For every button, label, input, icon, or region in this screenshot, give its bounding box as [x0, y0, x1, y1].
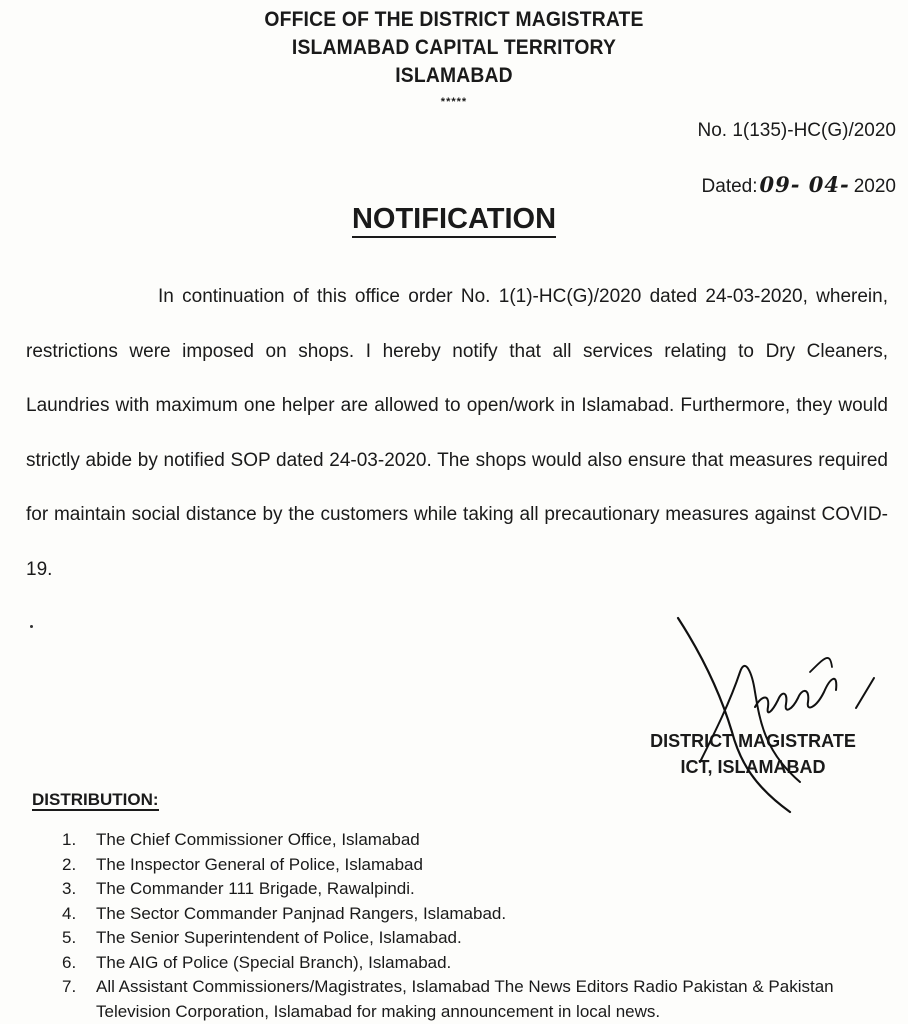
distribution-item-text: The Senior Superintendent of Police, Islamabad.	[96, 928, 462, 947]
dated-line	[702, 172, 896, 198]
distribution-item-number: 4.	[62, 903, 77, 923]
stray-mark	[30, 625, 33, 628]
distribution-item-number: 1.	[62, 830, 77, 849]
distribution-title-text: DISTRIBUTION:	[32, 790, 159, 809]
dated-label: Dated:	[701, 176, 758, 197]
distribution-item-number: 2.	[62, 854, 77, 874]
distribution-item	[62, 877, 892, 902]
distribution-item-number: 6.	[62, 952, 77, 972]
handwritten-signature	[660, 612, 890, 822]
office-header-line-2: ISLAMABAD CAPITAL TERRITORY	[291, 36, 617, 59]
distribution-title	[32, 790, 159, 810]
distribution-list	[62, 828, 892, 1024]
distribution-item-text: The Chief Commissioner Office, Islamabad	[96, 830, 420, 849]
distribution-item-text: The Sector Commander Panjnad Rangers, Islamabad.	[96, 903, 507, 923]
distribution-item-number: 5.	[62, 928, 77, 947]
notification-title-text: NOTIFICATION	[352, 203, 556, 238]
distribution-item-text: The AIG of Police (Special Branch), Islamabad.	[96, 952, 452, 972]
signatory-office: ICT, ISLAMABAD	[680, 757, 826, 777]
signatory-title: DISTRICT MAGISTRATE	[650, 731, 856, 751]
dated-handwritten-day-month: 09- 04-	[759, 172, 850, 197]
distribution-item	[62, 853, 892, 878]
distribution-item-number: 3.	[62, 879, 77, 898]
distribution-item-number: 7.	[62, 977, 77, 996]
distribution-item	[62, 975, 892, 1024]
distribution-item-text: The Inspector General of Police, Islamabad	[96, 854, 423, 874]
office-header-line-1: OFFICE OF THE DISTRICT MAGISTRATE	[264, 8, 644, 31]
distribution-item	[62, 902, 892, 927]
notification-title	[0, 203, 908, 236]
header-stars: *****	[440, 96, 468, 108]
distribution-item	[62, 926, 892, 951]
dated-year: 2020	[853, 176, 896, 197]
distribution-item-text: The Commander 111 Brigade, Rawalpindi.	[96, 879, 415, 898]
distribution-item	[62, 828, 892, 853]
notification-body: In continuation of this office order No. 1(1)-HC(G)/2020 dated 24-03-2020, wherein, restrictions were imposed on shops. I hereby notify that all services relating to Dry Cleaners, Laundries with maximum one helper are allowed to open/work in Islamabad. Furthermore, they would strictly abide by notified SOP dated 24-03-2020. The shops would also ensure that measures required for maintain social distance by the customers while taking all precautionary measures against COVID-19.	[26, 286, 888, 580]
distribution-item	[62, 951, 892, 976]
reference-number: No. 1(135)-HC(G)/2020	[697, 120, 896, 141]
distribution-item-text: All Assistant Commissioners/Magistrates, Islamabad The News Editors Radio Pakistan & Pakistan Television Corporation, Islamabad for making announcement in local news.	[96, 977, 834, 1021]
office-header-line-3: ISLAMABAD	[395, 64, 513, 87]
